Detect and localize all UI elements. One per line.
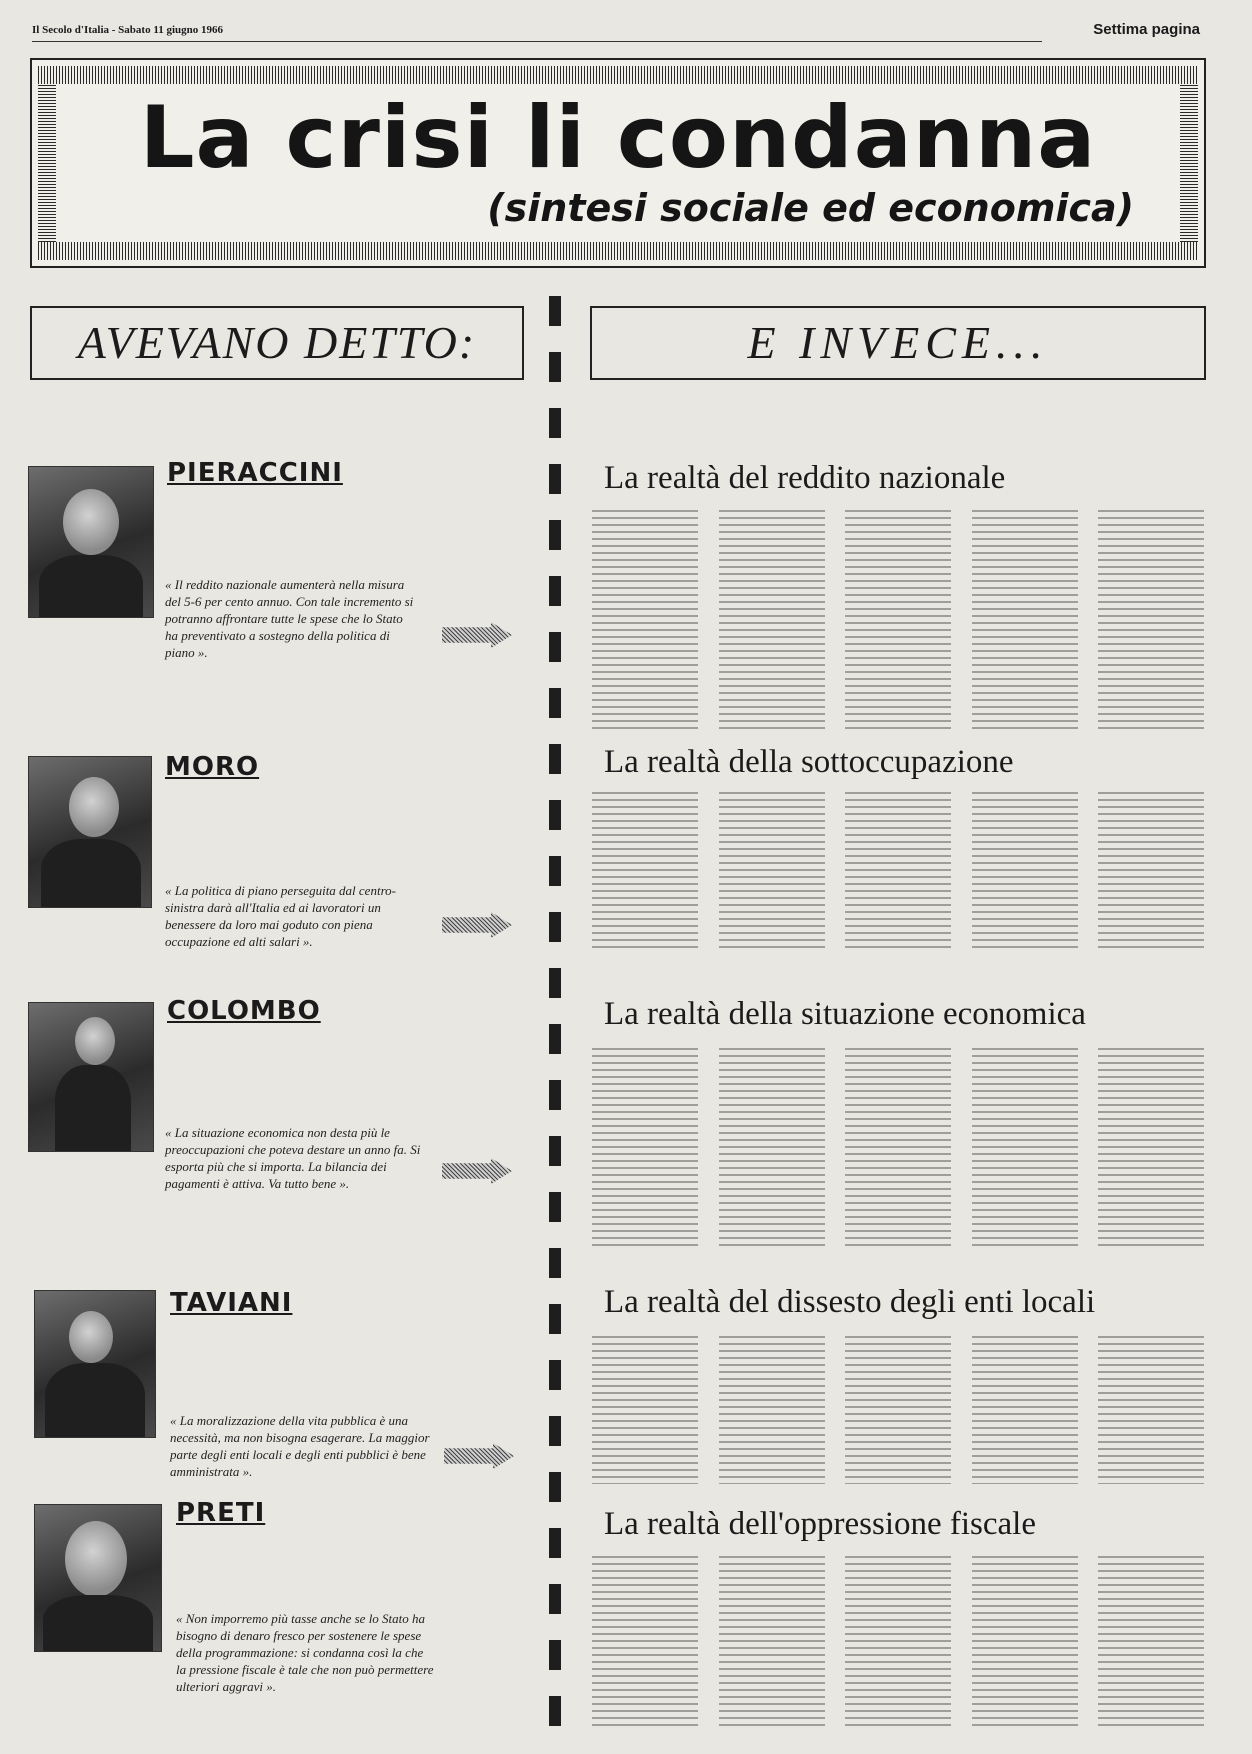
politician-quote: « La moralizzazione della vita pubblica è una necessità, ma non bisogna esagerare. La maggior parte degli enti locali e degli enti pubblici è bene amministrata ».: [170, 1413, 430, 1479]
portrait-photo: [28, 756, 152, 908]
politician-name: MORO: [165, 752, 260, 782]
politician-quote: « La situazione economica non desta più le preoccupazioni che poteva destare un anno fa. Si esporta più che si importa. La bilancia dei pagamenti è attiva. Va tutto bene ».: [165, 1125, 421, 1191]
section-heading: La realtà della situazione economica: [604, 996, 1086, 1032]
portrait-photo: [34, 1290, 156, 1438]
arrow-icon: [442, 912, 512, 938]
politician-quote: « La politica di piano perseguita dal centro-sinistra darà all'Italia ed ai lavoratori un benessere da loro mai goduto con piena occupazione ed alti salari ».: [165, 883, 396, 949]
politician-quote: « Non imporremo più tasse anche se lo Stato ha bisogno di denaro fresco per sostenere le spese della programmazione: si condanna così la che la pressione fiscale è tale che non può permettere ulteriori aggravi ».: [176, 1611, 434, 1694]
column-divider: [549, 296, 561, 1736]
portrait-photo: [28, 466, 154, 618]
section-heading: La realtà della sottoccupazione: [604, 744, 1014, 780]
headline-subtitle: (sintesi sociale ed economica): [487, 186, 1134, 230]
right-column-heading: E INVECE...: [590, 306, 1206, 380]
arrow-icon: [444, 1443, 514, 1469]
section-heading: La realtà del reddito nazionale: [604, 460, 1006, 496]
article-text-columns: [592, 1556, 1204, 1726]
article-text-columns: [592, 1336, 1204, 1484]
headline-banner: [30, 58, 1206, 268]
page-label: Settima pagina: [1093, 21, 1200, 38]
section-heading: La realtà dell'oppressione fiscale: [604, 1506, 1036, 1542]
politician-name: PIERACCINI: [167, 458, 343, 488]
politician-name: PRETI: [176, 1498, 266, 1528]
article-text-columns: [592, 510, 1204, 732]
banner-border-bottom: [38, 242, 1198, 260]
newspaper-dateline: Il Secolo d'Italia - Sabato 11 giugno 1966: [32, 24, 224, 36]
article-text-columns: [592, 1048, 1204, 1246]
arrow-icon: [442, 1158, 512, 1184]
politician-name: COLOMBO: [167, 996, 321, 1026]
portrait-photo: [34, 1504, 162, 1652]
left-column-heading: AVEVANO DETTO:: [30, 306, 524, 380]
arrow-icon: [442, 622, 512, 648]
politician-quote: « Il reddito nazionale aumenterà nella misura del 5-6 per cento annuo. Con tale incremento si potranno affrontare tutte le spese che lo Stato ha preventivato a sostegno della politica di piano ».: [165, 577, 414, 660]
politician-name: TAVIANI: [170, 1288, 293, 1318]
banner-border-top: [38, 66, 1198, 84]
article-text-columns: [592, 792, 1204, 952]
portrait-photo: [28, 1002, 154, 1152]
header-rule: [32, 41, 1042, 42]
headline-title: La crisi li condanna: [139, 88, 1097, 188]
section-heading: La realtà del dissesto degli enti locali: [604, 1284, 1096, 1320]
